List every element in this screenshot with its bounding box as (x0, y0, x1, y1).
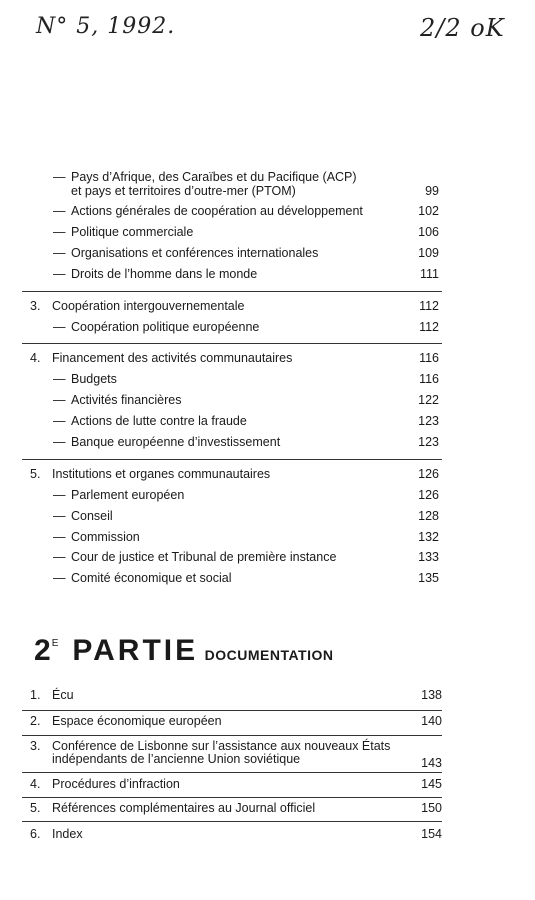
toc-page-number: 116 (419, 351, 439, 365)
doc-item-text: Écu (52, 688, 74, 702)
doc-item-number: 6. (30, 827, 41, 841)
toc-page-number: 128 (418, 509, 439, 523)
toc-section-number: 5. (30, 467, 41, 481)
toc-item-text: Commission (71, 530, 140, 544)
doc-item-number: 3. (30, 739, 41, 753)
doc-page-number: 154 (421, 827, 442, 841)
doc-item-number: 5. (30, 801, 41, 815)
doc-page-number: 138 (421, 688, 442, 702)
toc-section-title: Financement des activités communautaires (52, 351, 293, 365)
toc-section-number: 4. (30, 351, 41, 365)
doc-page-number: 150 (421, 801, 442, 815)
toc-item-text: Parlement européen (71, 488, 185, 502)
toc-item-text: Conseil (71, 509, 113, 523)
toc-page-number: 109 (418, 246, 439, 260)
section-divider (22, 343, 442, 344)
doc-item-text: Index (52, 827, 83, 841)
toc-page-number: 111 (419, 267, 439, 281)
toc-item-text: Organisations et conférences internationales (71, 246, 319, 260)
item-divider (22, 772, 442, 773)
toc-item-text: Actions générales de coopération au développement (71, 204, 363, 218)
toc-item-text: et pays et territoires d’outre-mer (PTOM) (71, 184, 296, 198)
doc-item-text: indépendants de l’ancienne Union soviétique (52, 752, 301, 766)
item-divider (22, 821, 442, 822)
toc-page-number: 112 (419, 320, 439, 334)
toc-item-text: Pays d’Afrique, des Caraïbes et du Pacifique (ACP) (71, 170, 357, 184)
toc-item-text: Droits de l’homme dans le monde (71, 267, 258, 281)
section-divider (22, 291, 442, 292)
toc-page-number: 123 (418, 435, 439, 449)
doc-item-text: Procédures d’infraction (52, 777, 180, 791)
toc-item-text: Cour de justice et Tribunal de première instance (71, 550, 337, 564)
doc-item-number: 4. (30, 777, 41, 791)
handwritten-issue-note: N° 5, 1992. (36, 14, 176, 39)
toc-page-number: 126 (418, 488, 439, 502)
toc-item-text: Budgets (71, 372, 117, 386)
toc-item-text: Coopération politique européenne (71, 320, 260, 334)
toc-page-number: 133 (418, 550, 439, 564)
toc-page-number: 99 (425, 184, 439, 198)
part-2-heading (34, 634, 333, 674)
toc-page-number: 132 (418, 530, 439, 544)
toc-section-title: Institutions et organes communautaires (52, 467, 271, 481)
toc-page-number: 112 (419, 299, 439, 313)
doc-page-number: 143 (421, 756, 442, 770)
toc-item-text: Comité économique et social (71, 571, 232, 585)
item-divider (22, 710, 442, 711)
toc-page-number: 116 (419, 372, 439, 386)
doc-item-text: Espace économique européen (52, 714, 222, 728)
toc-item-text: Activités financières (71, 393, 182, 407)
doc-item-text: Références complémentaires au Journal officiel (52, 801, 316, 815)
toc-page-number: 135 (418, 571, 439, 585)
toc-page-number: 122 (418, 393, 439, 407)
toc-item-text: Banque européenne d’investissement (71, 435, 281, 449)
doc-item-number: 2. (30, 714, 41, 728)
doc-item-text: Conférence de Lisbonne sur l’assistance aux nouveaux États (52, 739, 391, 753)
handwritten-check-note: 2/2 oK (420, 14, 505, 42)
section-divider (22, 459, 442, 460)
item-divider (22, 797, 442, 798)
toc-page-number: 106 (418, 225, 439, 239)
toc-page-number: 126 (418, 467, 439, 481)
toc-page-number: 123 (418, 414, 439, 428)
part-word: PARTIE (72, 634, 199, 667)
toc-page-number: 102 (418, 204, 439, 218)
part-number: 2 (34, 634, 52, 667)
toc-section-title: Coopération intergouvernementale (52, 299, 245, 313)
doc-item-number: 1. (30, 688, 41, 702)
toc-item-text: Actions de lutte contre la fraude (71, 414, 247, 428)
part-subtitle: DOCUMENTATION (204, 647, 334, 663)
toc-section-number: 3. (30, 299, 41, 313)
doc-page-number: 145 (421, 777, 442, 791)
toc-item-text: Politique commerciale (71, 225, 194, 239)
part-number-superscript: E (51, 638, 59, 649)
item-divider (22, 735, 442, 736)
doc-page-number: 140 (421, 714, 442, 728)
